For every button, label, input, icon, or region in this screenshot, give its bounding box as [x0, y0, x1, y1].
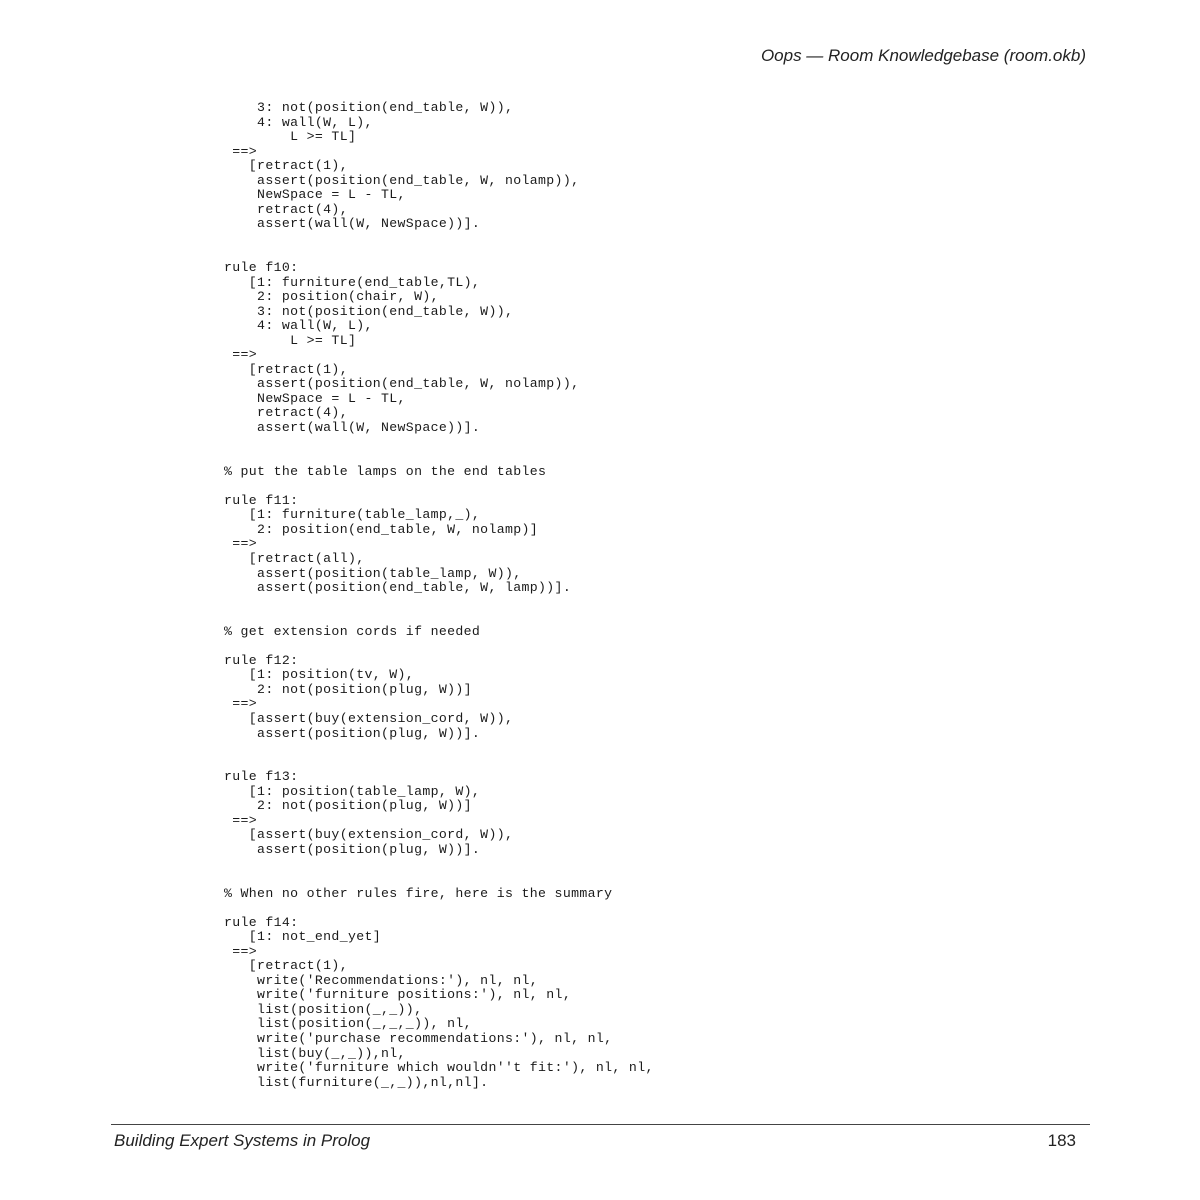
code-line: ==>: [224, 143, 258, 159]
code-line: list(position(_,_,_)), nl,: [224, 1016, 472, 1032]
code-line: [224, 596, 1104, 611]
code-line: rule f13:: [224, 769, 299, 785]
code-line: [retract(all),: [224, 550, 365, 566]
code-line: list(position(_,_)),: [224, 1001, 423, 1017]
page-number: 183: [1047, 1131, 1076, 1150]
code-line: NewSpace = L - TL,: [224, 187, 406, 203]
code-line: % put the table lamps on the end tables: [224, 463, 547, 479]
code-line: L >= TL]: [224, 332, 357, 348]
code-line: write('Recommendations:'), nl, nl,: [224, 972, 539, 988]
code-line: 3: not(position(end_table, W)),: [224, 303, 514, 319]
code-line: [1: not_end_yet]: [224, 929, 382, 945]
code-line: ==>: [224, 536, 258, 552]
code-line: 3: not(position(end_table, W)),: [224, 100, 514, 115]
code-line: rule f12:: [224, 652, 299, 668]
code-line: [224, 901, 1104, 916]
code-line: write('purchase recommendations:'), nl, nl,: [224, 1031, 613, 1046]
code-line: [1: position(tv, W),: [224, 667, 415, 683]
code-line: assert(position(plug, W))].: [224, 725, 481, 741]
code-line: ==>: [224, 943, 258, 959]
code-listing: [224, 101, 1104, 1090]
code-line: 2: position(chair, W),: [224, 289, 439, 305]
code-line: list(furniture(_,_)),nl,nl].: [224, 1074, 489, 1090]
code-line: write('furniture positions:'), nl, nl,: [224, 987, 572, 1003]
code-line: [assert(buy(extension_cord, W)),: [224, 827, 514, 843]
code-line: [224, 872, 1104, 887]
code-line: [224, 741, 1104, 756]
code-line: [224, 436, 1104, 451]
code-line: assert(position(table_lamp, W)),: [224, 565, 522, 581]
code-line: rule f14:: [224, 914, 299, 930]
code-line: retract(4),: [224, 405, 348, 421]
code-line: % When no other rules fire, here is the summary: [224, 885, 613, 901]
code-line: 2: not(position(plug, W))]: [224, 798, 472, 814]
code-line: [224, 246, 1104, 261]
code-line: [assert(buy(extension_cord, W)),: [224, 710, 514, 726]
footer-divider: [111, 1124, 1090, 1125]
code-line: [224, 479, 1104, 494]
code-line: 4: wall(W, L),: [224, 318, 373, 334]
code-line: 2: not(position(plug, W))]: [224, 681, 472, 697]
code-line: assert(position(end_table, W, lamp))].: [224, 580, 572, 596]
code-line: [1: furniture(table_lamp,_),: [224, 507, 481, 523]
code-line: [224, 232, 1104, 247]
code-line: assert(wall(W, NewSpace))].: [224, 420, 481, 436]
code-line: 4: wall(W, L),: [224, 114, 373, 130]
code-line: [1: furniture(end_table,TL),: [224, 274, 481, 290]
code-line: [retract(1),: [224, 958, 348, 974]
code-line: NewSpace = L - TL,: [224, 390, 406, 406]
code-line: [retract(1),: [224, 158, 348, 174]
code-line: [retract(1),: [224, 361, 348, 377]
code-line: [224, 857, 1104, 872]
code-line: assert(position(end_table, W, nolamp)),: [224, 172, 580, 188]
code-line: assert(position(end_table, W, nolamp)),: [224, 376, 580, 392]
code-line: rule f10:: [224, 260, 299, 276]
code-line: [224, 450, 1104, 465]
code-line: [224, 610, 1104, 625]
code-line: retract(4),: [224, 201, 348, 217]
footer-book-title: Building Expert Systems in Prolog: [114, 1131, 371, 1150]
code-line: rule f11:: [224, 492, 299, 508]
code-line: write('furniture which wouldn''t fit:'), nl, nl,: [224, 1060, 654, 1076]
code-line: [224, 756, 1104, 771]
code-line: 2: position(end_table, W, nolamp)]: [224, 521, 539, 537]
code-line: assert(position(plug, W))].: [224, 841, 481, 857]
code-line: ==>: [224, 812, 258, 828]
code-line: ==>: [224, 696, 258, 712]
code-line: assert(wall(W, NewSpace))].: [224, 216, 481, 232]
code-line: [1: position(table_lamp, W),: [224, 783, 481, 799]
running-header: Oops — Room Knowledgebase (room.okb): [760, 46, 1086, 65]
code-line: list(buy(_,_)),nl,: [224, 1045, 406, 1061]
code-line: L >= TL]: [224, 129, 357, 145]
code-line: ==>: [224, 347, 258, 363]
code-line: [224, 639, 1104, 654]
code-line: % get extension cords if needed: [224, 623, 481, 639]
